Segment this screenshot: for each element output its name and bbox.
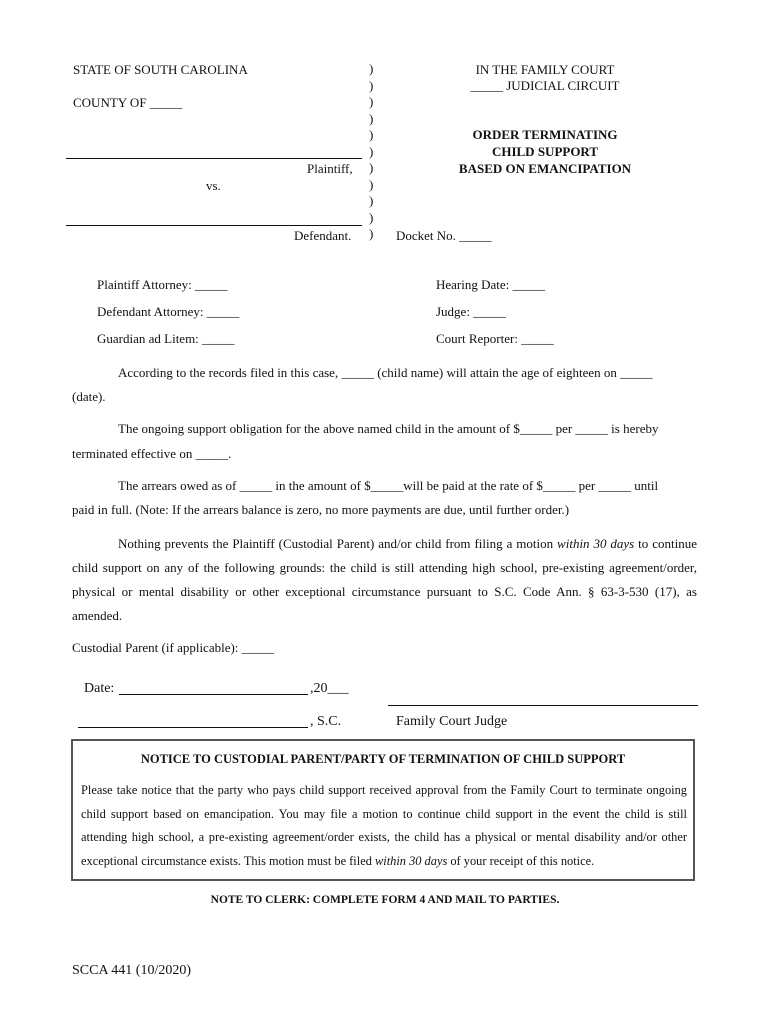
judge-signature-line[interactable]	[388, 705, 698, 706]
date-label: Date:	[84, 681, 115, 696]
paren-mark: )	[369, 160, 374, 175]
notice-text-end: of your receipt of this notice.	[447, 853, 595, 868]
date-line[interactable]	[119, 694, 308, 695]
paren-mark: )	[369, 226, 374, 241]
notice-heading: NOTICE TO CUSTODIAL PARENT/PARTY OF TERMINATION OF CHILD SUPPORT	[140, 752, 626, 766]
date-year-suffix: ,20___	[310, 681, 349, 696]
paren-mark: )	[369, 143, 374, 159]
paren-mark: )	[369, 127, 374, 142]
guardian-ad-litem-field[interactable]: Guardian ad Litem: _____	[97, 331, 235, 346]
paragraph-support-obligation-line2: terminated effective on _____.	[72, 446, 232, 461]
court-reporter-field[interactable]: Court Reporter: _____	[436, 331, 554, 346]
docket-number: Docket No. _____	[396, 228, 492, 243]
paren-mark: )	[369, 176, 374, 192]
form-id: SCCA 441 (10/2020)	[72, 963, 192, 978]
paren-mark: )	[369, 94, 374, 109]
plaintiff-label: Plaintiff,	[307, 161, 353, 176]
paragraph-support-obligation-line1: The ongoing support obligation for the above named child in the amount of $_____ per _____ is hereby	[118, 421, 659, 436]
document-title-line2: CHILD SUPPORT	[491, 144, 599, 159]
paragraph-child-age-line2: (date).	[72, 389, 106, 404]
notice-text	[81, 779, 687, 873]
document-title-line1: ORDER TERMINATING	[472, 127, 618, 142]
motion-text-rest: to continue child support on any of the following grounds: the child is still attending high school, pre-existing agreement/order, physical or mental disability or other exceptional circumstance pursuant to S.C. Code Ann. § 63-3-530 (17), as amended.	[72, 536, 697, 623]
judicial-circuit: _____ JUDICIAL CIRCUIT	[470, 78, 620, 93]
paragraph-arrears-line1: The arrears owed as of _____ in the amount of $_____will be paid at the rate of $_____ per _____ until	[118, 478, 659, 493]
paragraph-arrears-line2: paid in full. (Note: If the arrears balance is zero, no more payments are due, until further order.)	[72, 502, 570, 517]
location-line[interactable]	[78, 727, 308, 728]
plaintiff-attorney-field[interactable]: Plaintiff Attorney: _____	[97, 277, 228, 292]
paragraph-child-age-line1: According to the records filed in this case, _____ (child name) will attain the age of eighteen on _____	[118, 365, 653, 380]
caption-parenthesis-column	[369, 61, 373, 243]
custodial-parent-field[interactable]: Custodial Parent (if applicable): _____	[72, 640, 275, 655]
defendant-attorney-field[interactable]: Defendant Attorney: _____	[97, 304, 240, 319]
family-court-judge-label: Family Court Judge	[396, 714, 508, 729]
paren-mark: )	[369, 77, 374, 93]
state-label: STATE OF SOUTH CAROLINA	[73, 62, 248, 77]
motion-deadline: within 30 days	[557, 536, 635, 551]
versus-label: vs.	[206, 178, 221, 193]
document-title-line3: BASED ON EMANCIPATION	[458, 161, 632, 176]
paragraph-motion-rights	[72, 532, 697, 628]
motion-text-start: Nothing prevents the Plaintiff (Custodial Parent) and/or child from filing a motion	[118, 536, 558, 551]
defendant-label: Defendant.	[294, 228, 352, 243]
location-suffix: , S.C.	[310, 714, 342, 729]
notice-deadline: within 30 days	[374, 853, 448, 868]
defendant-name-line[interactable]	[66, 225, 362, 226]
court-name: IN THE FAMILY COURT	[475, 62, 615, 77]
paren-mark: )	[369, 110, 374, 126]
clerk-note: NOTE TO CLERK: COMPLETE FORM 4 AND MAIL TO PARTIES.	[210, 894, 560, 906]
county-label: COUNTY OF _____	[73, 95, 183, 110]
judge-field[interactable]: Judge: _____	[436, 304, 506, 319]
plaintiff-name-line[interactable]	[66, 158, 362, 159]
notice-text-start: Please take notice that the party who pays child support received approval from the Family Court to terminate ongoing child support based on emancipation. You may file a motion to continue child support in the event the child is still attending high school, a pre-existing agreement/order exists, the child has a physical or mental disability and/or other exceptional circumstance exists. This motion must be filed	[81, 783, 687, 868]
paren-mark: )	[369, 209, 374, 225]
paren-mark: )	[369, 61, 374, 76]
notice-box	[71, 739, 695, 881]
paren-mark: )	[369, 193, 374, 208]
hearing-date-field[interactable]: Hearing Date: _____	[436, 277, 546, 292]
